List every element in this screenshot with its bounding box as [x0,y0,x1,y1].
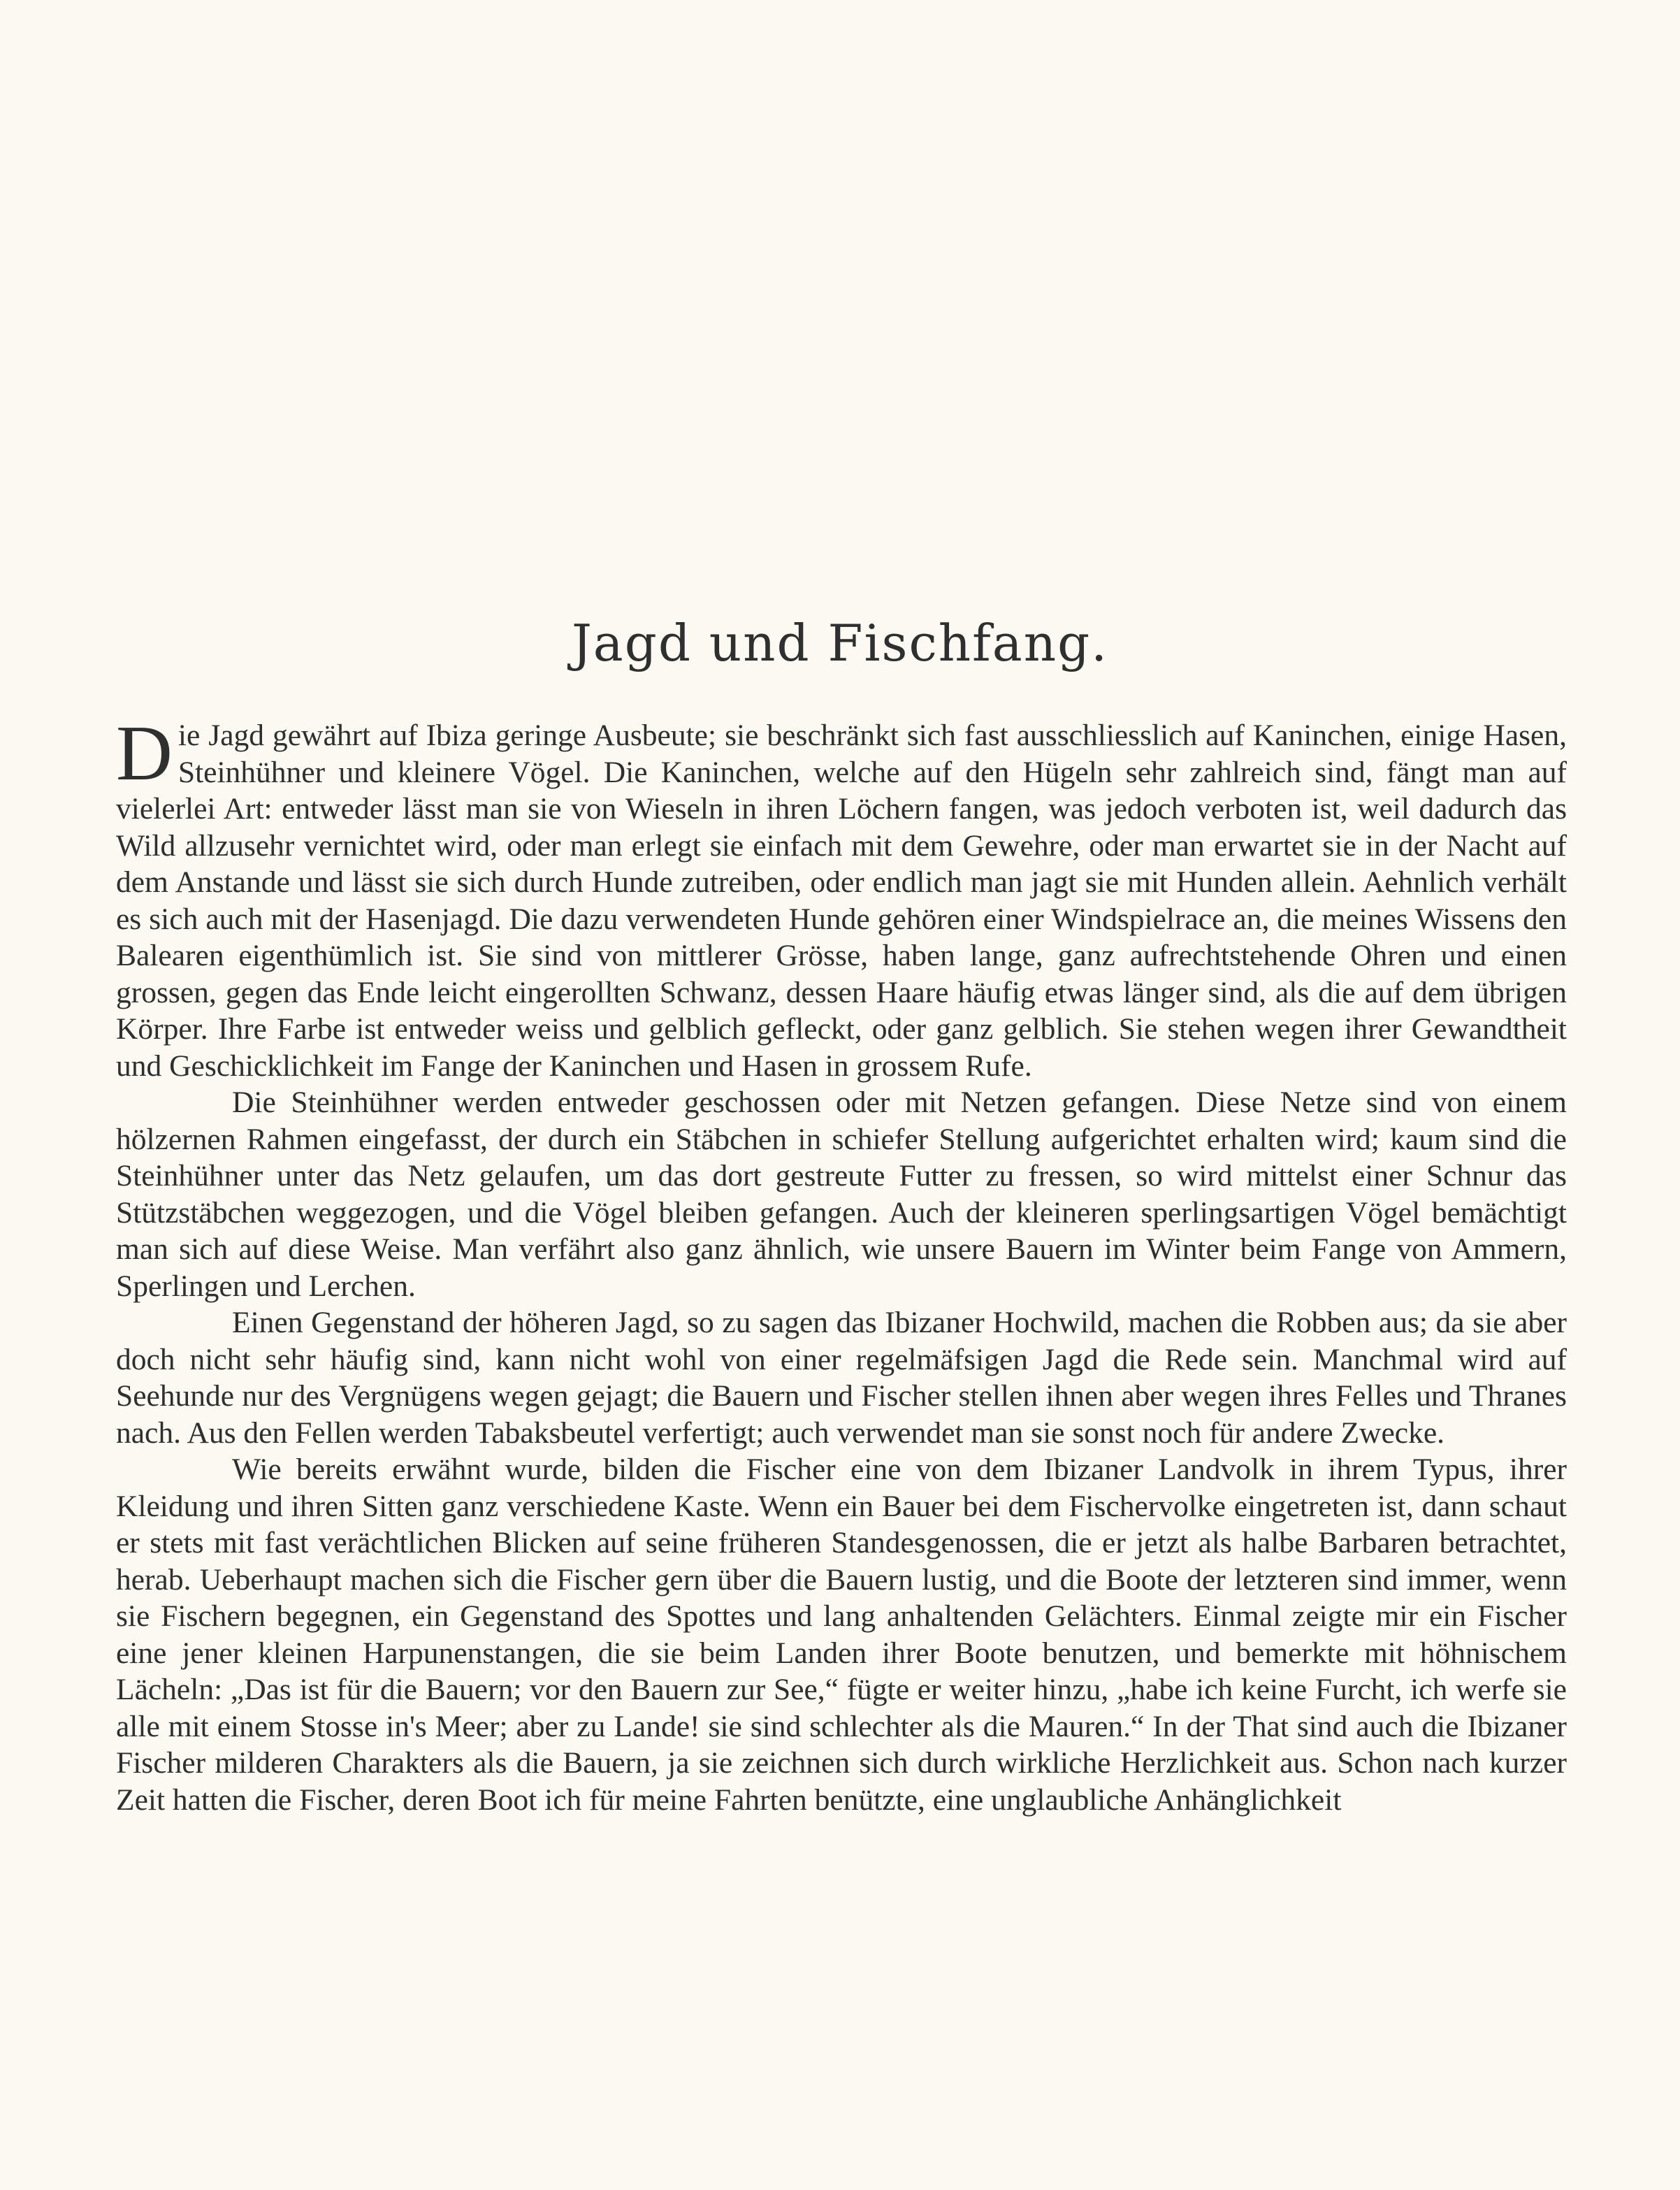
chapter-title: Jagd und Fischfang. [571,614,1109,672]
paragraph-1 [116,710,1567,1084]
paragraph-1-text: ie Jagd gewährt auf Ibiza geringe Ausbeute; sie beschränkt sich fast ausschliesslich auf Kaninchen, einige Hasen, Steinhühner und kleinere Vögel. Die Kaninchen, welche auf den Hügeln sehr zahlreich sind, fängt man auf vielerlei Art: entweder lässt man sie von Wieseln in ihren Löchern fangen, was jedoch verboten ist, weil dadurch das Wild allzusehr vernichtet wird, oder man erlegt sie einfach mit dem Gewehre, oder man erwartet sie in der Nacht auf dem Anstande und lässt sie sich durch Hunde zutreiben, oder endlich man jagt sie mit Hunden allein. Aehnlich verhält es sich auch mit der Hasenjagd. Die dazu verwendeten Hunde gehören einer Windspielrace an, die meines Wissens den Balearen eigenthümlich ist. Sie sind von mittlerer Grösse, haben lange, ganz aufrechtstehende Ohren und einen grossen, gegen das Ende leicht eingerollten Schwanz, dessen Haare häufig etwas länger sind, als die auf dem übrigen Körper. Ihre Farbe ist entweder weiss und gelblich gefleckt, oder ganz gelblich. Sie stehen wegen ihrer Gewandtheit und Geschicklichkeit im Fange der Kaninchen und Hasen in grossem Rufe. [116,719,1567,1083]
chapter-body [116,710,1567,1818]
drop-cap-letter: D [116,710,173,797]
paragraph-2: Die Steinhühner werden entweder geschossen oder mit Netzen gefangen. Diese Netze sind von einem hölzernen Rahmen eingefasst, der durch ein Stäbchen in schiefer Stellung aufgerichtet erhalten wird; kaum sind die Steinhühner unter das Netz gelaufen, um das dort gestreute Futter zu fressen, so wird mittelst einer Schnur das Stützstäbchen weggezogen, und die Vögel bleiben gefangen. Auch der kleineren sperlingsartigen Vögel bemächtigt man sich auf diese Weise. Man verfährt also ganz ähnlich, wie unsere Bauern im Winter beim Fange von Ammern, Sperlingen und Lerchen. [116,1086,1567,1303]
paragraph-3: Einen Gegenstand der höheren Jagd, so zu sagen das Ibizaner Hochwild, machen die Robben aus; da sie aber doch nicht sehr häufig sind, kann nicht wohl von einer regelmäfsigen Jagd die Rede sein. Manchmal wird auf Seehunde nur des Vergnügens wegen gejagt; die Bauern und Fischer stellen ihnen aber wegen ihres Felles und Thranes nach. Aus den Fellen werden Tabaksbeutel verfertigt; auch verwendet man sie sonst noch für andere Zwecke. [116,1306,1567,1450]
paragraph-4: Wie bereits erwähnt wurde, bilden die Fischer eine von dem Ibizaner Landvolk in ihrem Typus, ihrer Kleidung und ihren Sitten ganz verschiedene Kaste. Wenn ein Bauer bei dem Fischervolke eingetreten ist, dann schaut er stets mit fast verächtlichen Blicken auf seine früheren Standesgenossen, die er jetzt als halbe Barbaren betrachtet, herab. Ueberhaupt machen sich die Fischer gern über die Bauern lustig, und die Boote der letzteren sind immer, wenn sie Fischern begegnen, ein Gegenstand des Spottes und lang anhaltenden Gelächters. Einmal zeigte mir ein Fischer eine jener kleinen Harpunenstangen, die sie beim Landen ihrer Boote benutzen, und bemerkte mit höhnischem Lächeln: „Das ist für die Bauern; vor den Bauern zur See,“ fügte er weiter hinzu, „habe ich keine Furcht, ich werfe sie alle mit einem Stosse in's Meer; aber zu Lande! sie sind schlechter als die Mauren.“ In der That sind auch die Ibizaner Fischer milderen Charakters als die Bauern, ja sie zeichnen sich durch wirkliche Herzlichkeit aus. Schon nach kurzer Zeit hatten die Fischer, deren Boot ich für meine Fahrten benützte, eine unglaubliche Anhänglichkeit [116,1453,1567,1817]
